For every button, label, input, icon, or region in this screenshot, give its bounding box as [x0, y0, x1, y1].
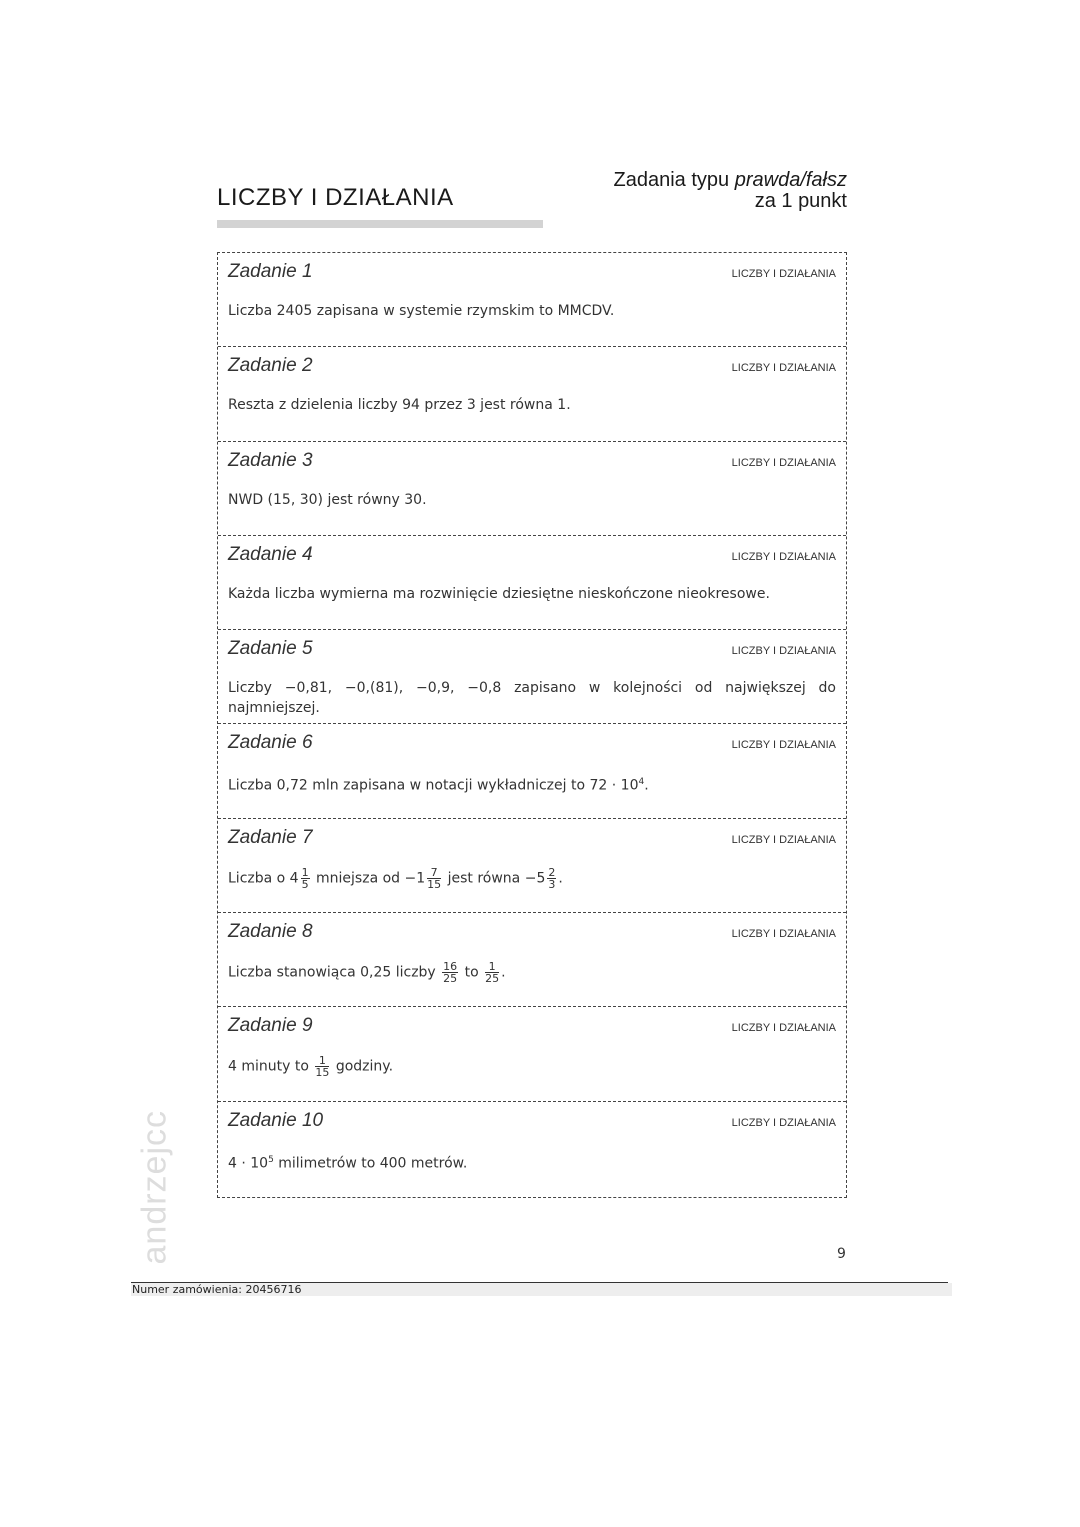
fraction-denominator: 15	[427, 877, 442, 891]
task-title: Zadanie 5	[228, 638, 313, 660]
task-type-prefix: Zadania typu	[613, 169, 735, 191]
task-item	[218, 913, 846, 1007]
statement-text: .	[501, 964, 506, 981]
fraction	[427, 867, 441, 890]
points-label: za 1 punkt	[754, 190, 847, 212]
fraction-denominator: 25	[485, 972, 500, 986]
task-statement	[228, 301, 836, 321]
task-item	[218, 442, 846, 536]
task-type-italic: prawda/fałsz	[734, 169, 847, 191]
statement-text: Każda liczba wymierna ma rozwinięcie dziesiętne nieskończone nieokresowe.	[228, 585, 770, 602]
task-category: LICZBY I DZIAŁANIA	[731, 550, 836, 563]
task-item	[218, 347, 846, 441]
task-item	[218, 724, 846, 818]
task-category: LICZBY I DZIAŁANIA	[731, 456, 836, 469]
fraction	[442, 961, 458, 984]
task-title: Zadanie 3	[228, 449, 313, 471]
statement-text: Liczba 0,72 mln zapisana w notacji wykładniczej to 72 · 10	[228, 778, 639, 795]
task-category: LICZBY I DZIAŁANIA	[731, 1022, 836, 1035]
statement-text: to	[460, 964, 484, 981]
task-statement	[228, 961, 836, 984]
task-category: LICZBY I DZIAŁANIA	[731, 928, 836, 941]
task-item	[218, 1102, 846, 1198]
order-number: Numer zamówienia: 20456716	[132, 1283, 302, 1296]
task-category: LICZBY I DZIAŁANIA	[731, 1116, 836, 1129]
statement-text: Liczby −0,81, −0,(81), −0,9, −0,8 zapisano w kolejności od największej do najmniejszej.	[228, 680, 836, 717]
fraction-denominator: 15	[315, 1066, 330, 1080]
fraction	[315, 1055, 329, 1078]
statement-text: mniejsza od −1	[311, 870, 426, 887]
statement-text: NWD (15, 30) jest równy 30.	[228, 491, 427, 508]
task-item	[218, 630, 846, 724]
task-category: LICZBY I DZIAŁANIA	[731, 833, 836, 846]
statement-text: .	[558, 870, 563, 887]
task-title: Zadanie 1	[228, 261, 313, 282]
fraction-numerator: 1	[301, 865, 309, 879]
statement-text: godziny.	[331, 1058, 394, 1075]
task-title: Zadanie 10	[228, 1109, 324, 1131]
task-item	[218, 1007, 846, 1101]
task-title: Zadanie 9	[228, 1015, 313, 1037]
watermark: andrzejcc	[135, 1109, 174, 1265]
statement-text: jest równa −5	[443, 870, 546, 887]
exponent: 5	[268, 1154, 274, 1165]
task-list	[217, 252, 847, 1198]
task-item	[218, 253, 846, 347]
fraction-numerator: 1	[315, 1055, 329, 1067]
fraction	[485, 961, 499, 984]
task-item	[218, 536, 846, 630]
statement-text: Reszta z dzielenia liczby 94 przez 3 jest równa 1.	[228, 397, 571, 414]
task-title: Zadanie 8	[228, 921, 313, 943]
task-statement	[228, 584, 836, 604]
statement-text: 4 minuty to	[228, 1058, 314, 1075]
fraction-denominator: 25	[443, 972, 458, 986]
task-category: LICZBY I DZIAŁANIA	[731, 362, 836, 375]
fraction-denominator: 5	[301, 877, 309, 891]
statement-text: milimetrów to 400 metrów.	[273, 1155, 468, 1172]
task-type-header	[614, 170, 847, 212]
statement-text: Liczba stanowiąca 0,25 liczby	[228, 964, 441, 981]
title-underline-bar	[217, 220, 543, 228]
statement-text: 4 · 10	[228, 1155, 269, 1172]
fraction-numerator: 1	[485, 961, 499, 973]
task-statement	[228, 867, 836, 890]
task-statement	[228, 1055, 836, 1078]
task-statement	[228, 490, 836, 510]
fraction	[547, 867, 556, 890]
statement-text: .	[644, 778, 649, 795]
task-title: Zadanie 4	[228, 543, 313, 565]
statement-text: Liczba o 4	[228, 870, 299, 887]
section-title: LICZBY I DZIAŁANIA	[217, 184, 454, 211]
page-number: 9	[837, 1246, 846, 1262]
task-category: LICZBY I DZIAŁANIA	[731, 645, 836, 658]
task-item	[218, 819, 846, 913]
task-title: Zadanie 6	[228, 732, 313, 754]
task-statement	[228, 678, 836, 718]
fraction	[301, 867, 310, 890]
fraction-numerator: 2	[548, 865, 556, 879]
task-statement	[228, 1150, 836, 1174]
task-statement	[228, 395, 836, 415]
exponent: 4	[638, 777, 645, 788]
fraction-numerator: 16	[443, 960, 458, 974]
task-category: LICZBY I DZIAŁANIA	[731, 268, 836, 280]
task-title: Zadanie 2	[228, 355, 313, 377]
fraction-denominator: 3	[548, 877, 556, 891]
task-title: Zadanie 7	[228, 826, 313, 848]
task-statement	[228, 772, 836, 796]
fraction-numerator: 7	[427, 867, 441, 879]
statement-text: Liczba 2405 zapisana w systemie rzymskim to MMCDV.	[228, 303, 615, 319]
task-category: LICZBY I DZIAŁANIA	[731, 739, 836, 752]
